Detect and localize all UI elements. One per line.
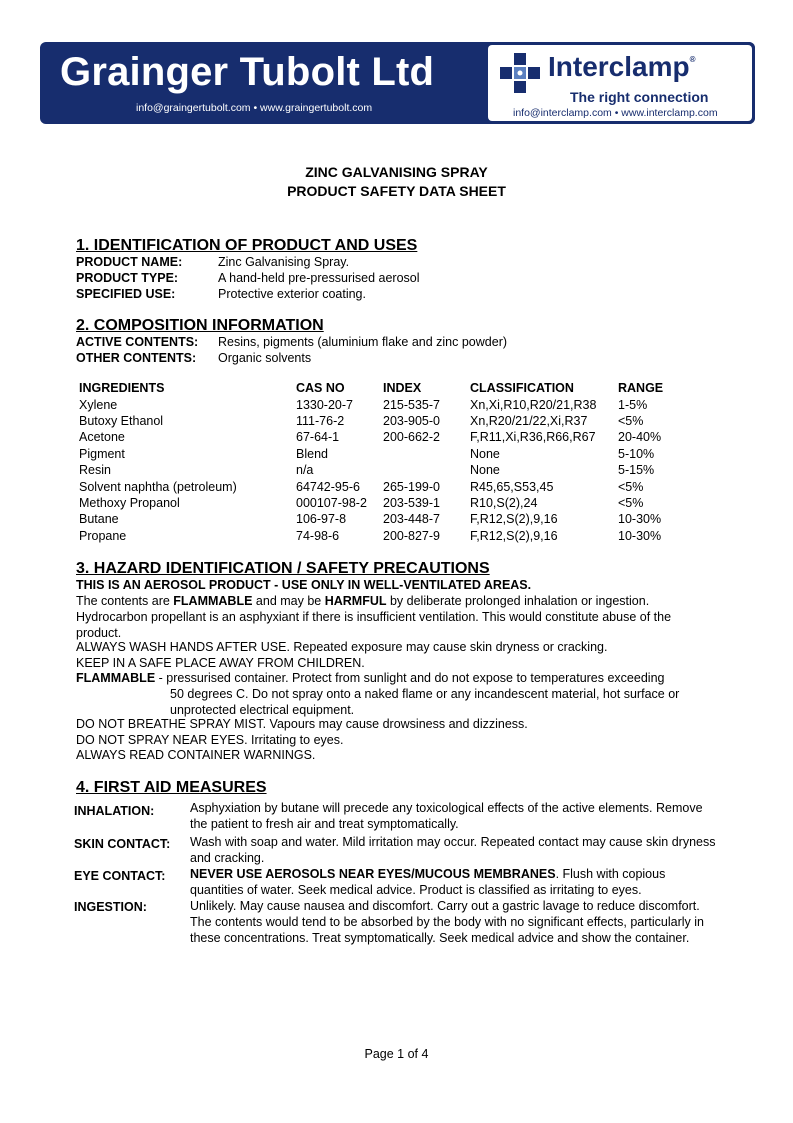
cell: 265-199-0 <box>383 479 440 494</box>
section-4-heading: 4. FIRST AID MEASURES <box>76 779 267 796</box>
cell: 64742-95-6 <box>296 479 360 494</box>
table-row <box>76 462 716 478</box>
product-type-value: A hand-held pre-pressurised aerosol <box>218 271 420 285</box>
cell: R10,S(2),24 <box>470 495 538 510</box>
active-contents-value: Resins, pigments (aluminium flake and zinc powder) <box>218 335 508 349</box>
cell: Xn,R20/21/22,Xi,R37 <box>470 413 588 428</box>
hazard-line-9: DO NOT BREATHE SPRAY MIST. Vapours may cause drowsiness and dizziness. <box>76 717 528 731</box>
table-header-row <box>76 380 716 396</box>
cell: 000107-98-2 <box>296 495 367 510</box>
hazard-line-11: ALWAYS READ CONTAINER WARNINGS. <box>76 748 316 762</box>
cell: <5% <box>618 413 644 428</box>
cell: F,R11,Xi,R36,R66,R67 <box>470 430 596 445</box>
eye-contact-text: NEVER USE AEROSOLS NEAR EYES/MUCOUS MEMBRANES. Flush with copious quantities of water. Seek medical advice. Product is classified as irritating to eyes. <box>190 867 666 897</box>
cell: 203-905-0 <box>383 413 440 428</box>
company-panel <box>40 42 485 124</box>
cell: None <box>470 446 500 461</box>
cell: 111-76-2 <box>296 413 345 428</box>
specified-use-label: SPECIFIED USE: <box>76 287 176 301</box>
cell: F,R12,S(2),9,16 <box>470 512 558 527</box>
inhalation-text: Asphyxiation by butane will precede any toxicological effects of the active elements. Remove the patient to fresh air and treat symptomatically. <box>190 801 703 831</box>
specified-use-value: Protective exterior coating. <box>218 287 366 301</box>
partner-name: Interclamp® <box>548 51 696 82</box>
cell: 1-5% <box>618 397 648 412</box>
cell: 74-98-6 <box>296 528 340 543</box>
cell: Butane <box>79 512 119 527</box>
partner-card <box>488 45 752 121</box>
cell: 1330-20-7 <box>296 397 353 412</box>
cell: 5-10% <box>618 446 655 461</box>
col-range: RANGE <box>618 381 664 396</box>
cell: n/a <box>296 463 314 478</box>
col-ingredients: INGREDIENTS <box>79 381 165 396</box>
cell: Resin <box>79 463 111 478</box>
col-index: INDEX <box>383 381 422 396</box>
cell: 5-15% <box>618 463 655 478</box>
cell: 106-97-8 <box>296 512 347 527</box>
table-row <box>76 413 716 429</box>
header-banner <box>40 42 755 124</box>
hazard-line-1: The contents are FLAMMABLE and may be HARMFUL by deliberate prolonged inhalation or ingestion. <box>76 594 650 608</box>
eye-contact-label: EYE CONTACT: <box>74 869 166 883</box>
cell: 20-40% <box>618 430 662 445</box>
cell: Acetone <box>79 430 125 445</box>
cell: Xylene <box>79 397 118 412</box>
company-contact: info@graingertubolt.com • www.graingertubolt.com <box>136 102 373 114</box>
table-row <box>76 495 716 511</box>
cell: 10-30% <box>618 512 662 527</box>
interclamp-cross-logo-icon <box>500 53 540 93</box>
section-3-heading: 3. HAZARD IDENTIFICATION / SAFETY PRECAUTIONS <box>76 560 490 577</box>
table-row <box>76 429 716 445</box>
cell: 203-539-1 <box>383 495 440 510</box>
cell <box>380 462 467 478</box>
cell: Blend <box>296 446 328 461</box>
cell: None <box>470 463 500 478</box>
cell: 203-448-7 <box>383 512 440 527</box>
section-2-heading: 2. COMPOSITION INFORMATION <box>76 317 324 334</box>
ingredients-table <box>76 380 716 544</box>
document-title-line1: ZINC GALVANISING SPRAY <box>305 164 488 180</box>
cell: 215-535-7 <box>383 397 440 412</box>
cell: <5% <box>618 479 644 494</box>
other-contents-label: OTHER CONTENTS: <box>76 351 197 365</box>
cell: Xn,Xi,R10,R20/21,R38 <box>470 397 597 412</box>
ingestion-label: INGESTION: <box>74 900 147 914</box>
cell: Propane <box>79 528 127 543</box>
aerosol-warning: THIS IS AN AEROSOL PRODUCT - USE ONLY IN WELL-VENTILATED AREAS. <box>76 578 532 592</box>
cell: 200-827-9 <box>383 528 440 543</box>
hazard-line-6: FLAMMABLE - pressurised container. Protect from sunlight and do not expose to temperatures exceeding <box>76 671 665 685</box>
hazard-line-8: unprotected electrical equipment. <box>170 703 355 717</box>
partner-contact: info@interclamp.com • www.interclamp.com <box>513 107 718 119</box>
col-classification: CLASSIFICATION <box>470 381 574 396</box>
table-row <box>76 446 716 462</box>
skin-contact-label: SKIN CONTACT: <box>74 837 171 851</box>
hazard-line-5: KEEP IN A SAFE PLACE AWAY FROM CHILDREN. <box>76 656 365 670</box>
table-row <box>76 396 716 412</box>
cell: F,R12,S(2),9,16 <box>470 528 558 543</box>
product-name-label: PRODUCT NAME: <box>76 255 183 269</box>
document-title-line2: PRODUCT SAFETY DATA SHEET <box>287 183 506 199</box>
section-1-heading: 1. IDENTIFICATION OF PRODUCT AND USES <box>76 237 418 254</box>
cell <box>380 446 467 462</box>
cell: <5% <box>618 495 644 510</box>
hazard-line-3: product. <box>76 626 122 640</box>
hazard-line-7: 50 degrees C. Do not spray onto a naked flame or any incandescent material, hot surface or <box>170 687 680 701</box>
hazard-line-10: DO NOT SPRAY NEAR EYES. Irritating to eyes. <box>76 733 344 747</box>
partner-tagline: The right connection <box>570 89 709 105</box>
hazard-line-4: ALWAYS WASH HANDS AFTER USE. Repeated exposure may cause skin dryness or cracking. <box>76 640 608 654</box>
inhalation-label: INHALATION: <box>74 804 155 818</box>
cell: 67-64-1 <box>296 430 340 445</box>
other-contents-value: Organic solvents <box>218 351 312 365</box>
cell: Pigment <box>79 446 125 461</box>
cell: R45,65,S53,45 <box>470 479 554 494</box>
cell: 10-30% <box>618 528 662 543</box>
active-contents-label: ACTIVE CONTENTS: <box>76 335 199 349</box>
cell: Butoxy Ethanol <box>79 413 164 428</box>
product-name-value: Zinc Galvanising Spray. <box>218 255 350 269</box>
table-row <box>76 478 716 494</box>
partner-panel <box>485 42 755 124</box>
cell: Solvent naphtha (petroleum) <box>79 479 237 494</box>
cell: Methoxy Propanol <box>79 495 180 510</box>
skin-contact-text: Wash with soap and water. Mild irritation may occur. Repeated contact may cause skin dryness and cracking. <box>190 835 716 865</box>
company-name: Grainger Tubolt Ltd <box>60 50 435 94</box>
product-type-label: PRODUCT TYPE: <box>76 271 179 285</box>
ingestion-text: Unlikely. May cause nausea and discomfort. Carry out a gastric lavage to reduce discomfort. The contents would tend to be absorbed by the body with no significant effects, particularly in these concentrations. Treat symptomatically. Seek medical advice and show the container. <box>190 899 704 945</box>
table-row <box>76 528 716 544</box>
cell: 200-662-2 <box>383 430 440 445</box>
col-cas-no: CAS NO <box>296 381 345 396</box>
hazard-line-2: Hydrocarbon propellant is an asphyxiant if there is insufficient ventilation. This would constitute abuse of the <box>76 610 672 624</box>
table-row <box>76 511 716 527</box>
page-number: Page 1 of 4 <box>364 1047 429 1061</box>
